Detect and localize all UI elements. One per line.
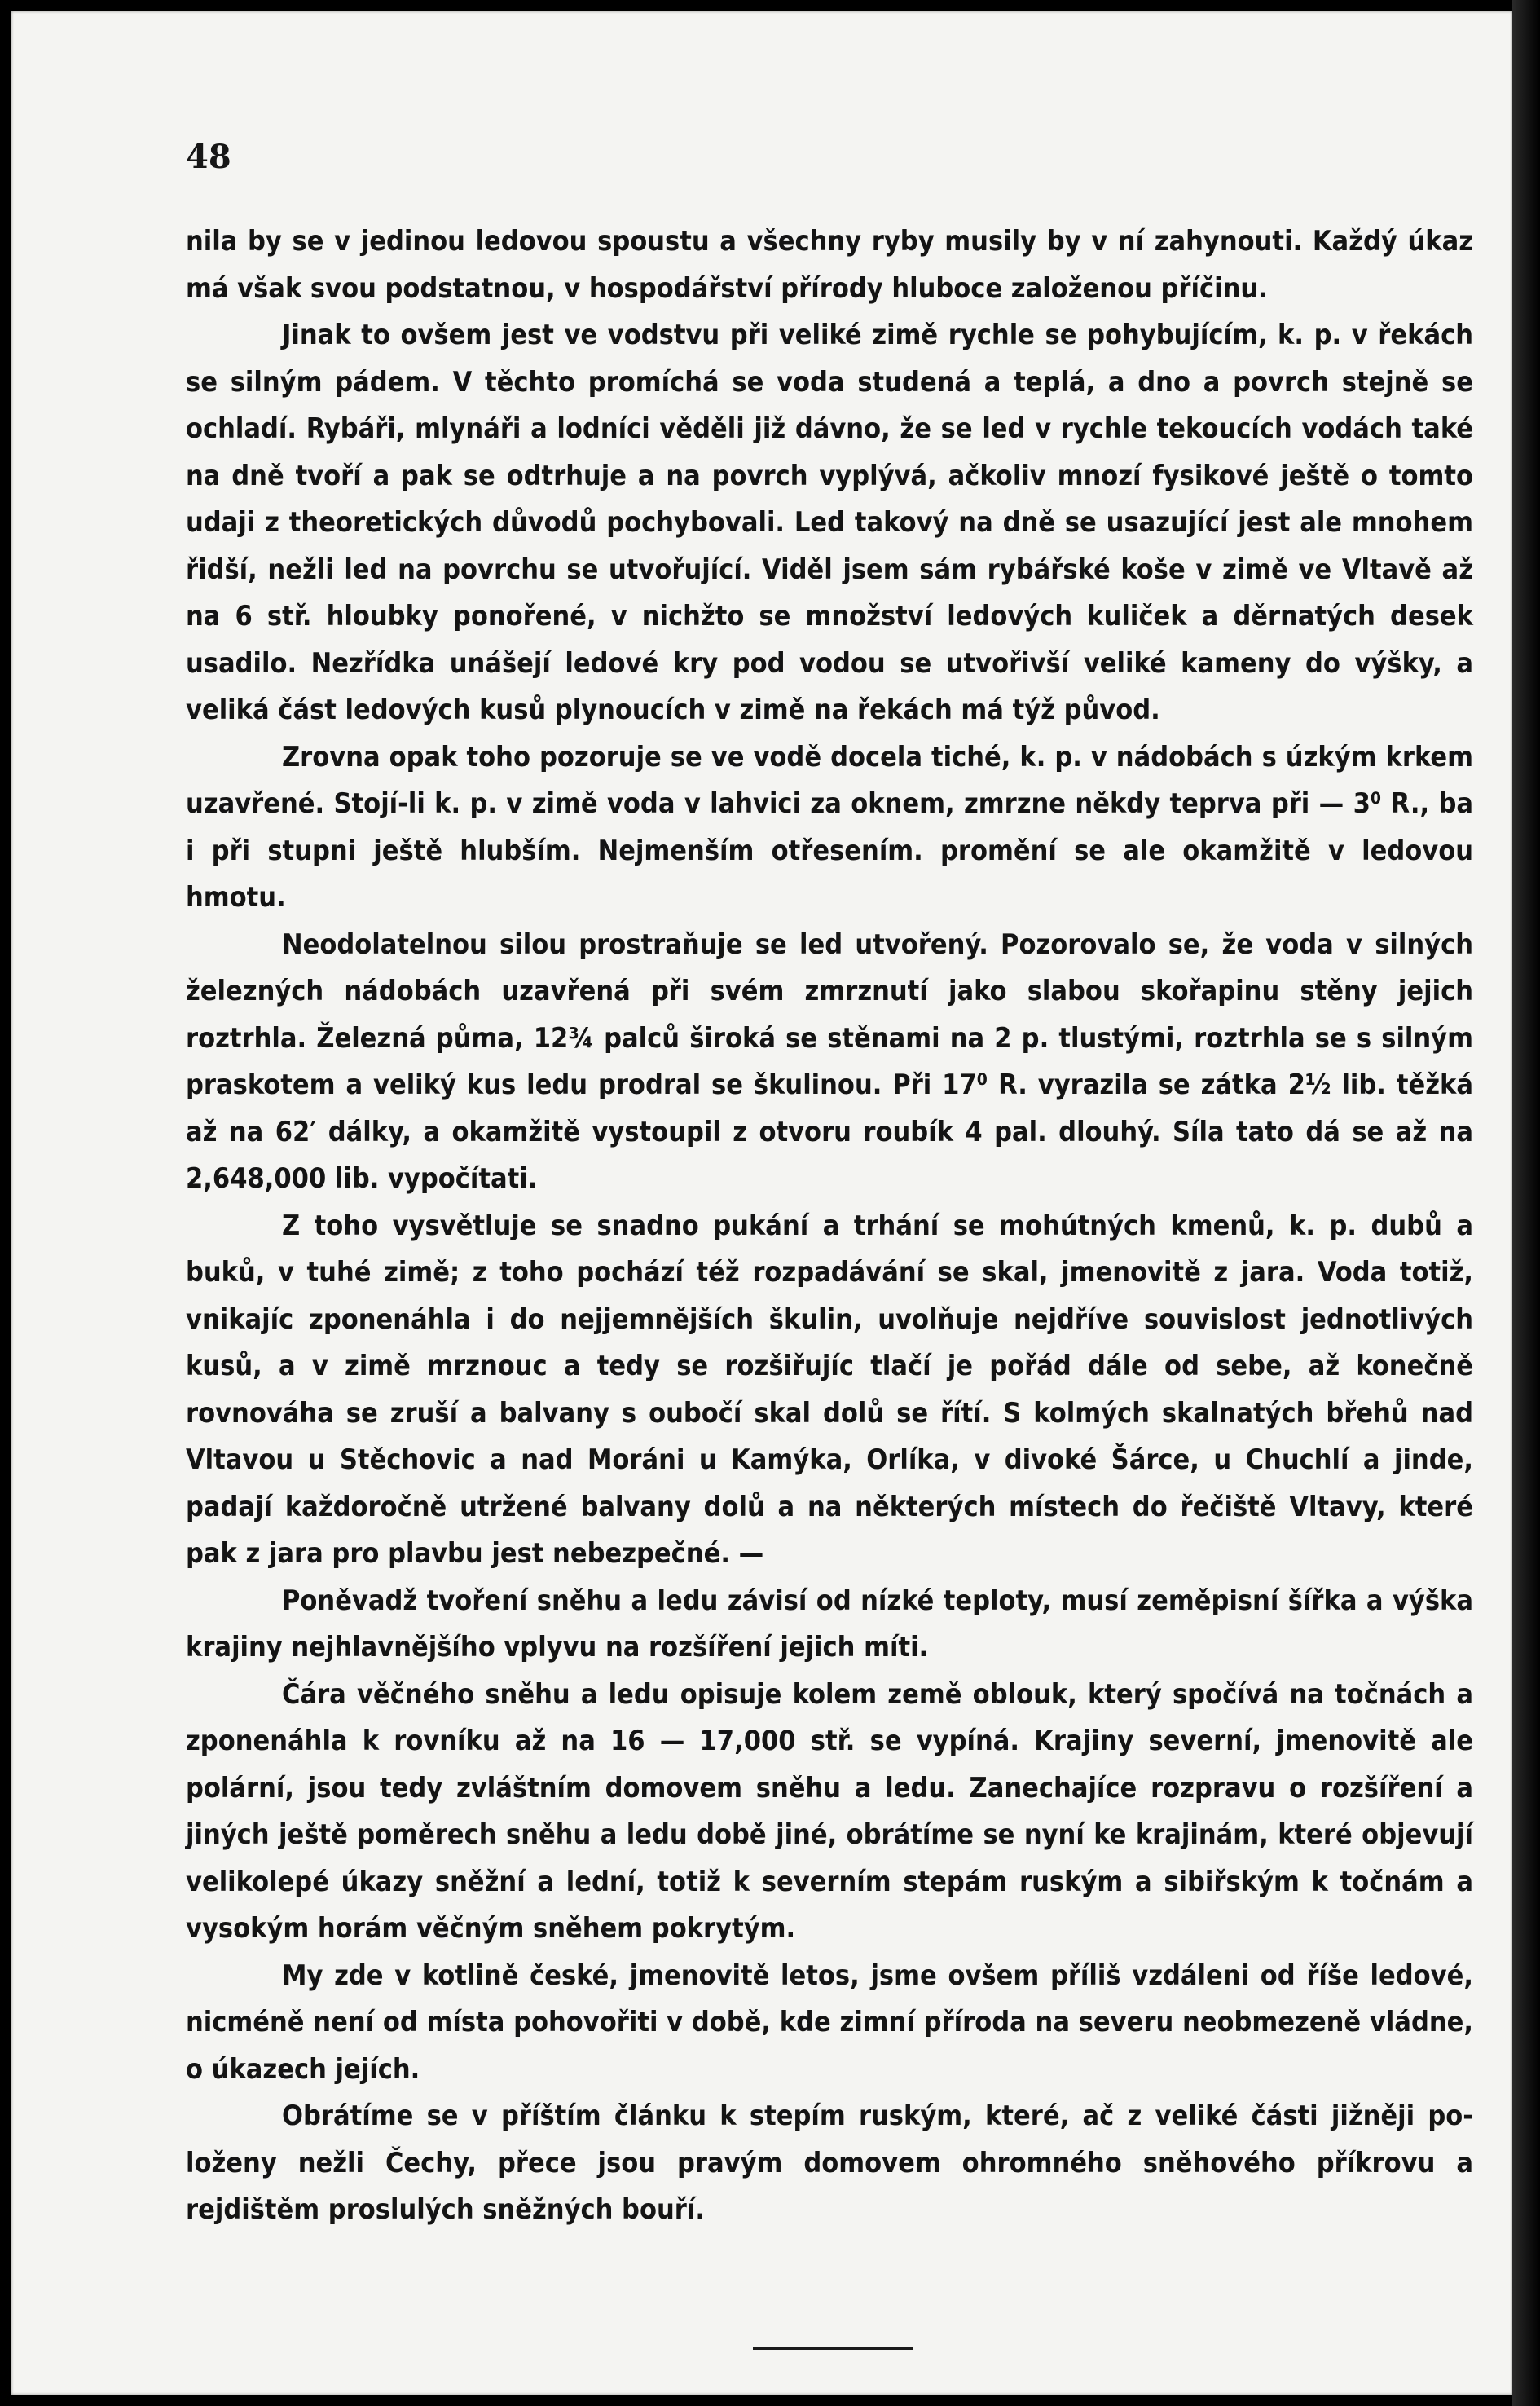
book-page [11, 11, 1512, 2395]
paragraph: My zde v kotlině české, jmenovitě letos, jsme ovšem příliš vzdáleni od říše ledové, nicméně není od místa pohovořiti v době, kde zimní příroda na severu neobmezeně vládne, o úkazech jejích. [186, 1959, 1473, 2086]
paragraph: Poněvadž tvoření sněhu a ledu závisí od nízké teploty, musí zeměpisní šířka a výška krajiny nejhlavnějšího vplyvu na rozšíření jejich míti. [186, 1584, 1473, 1663]
scan-edge [1512, 0, 1540, 2406]
paragraph: Čára věčného sněhu a ledu opisuje kolem země oblouk, který spočívá na točnách a zponenáhla k rovníku až na 16 — 17,000 stř. se vypíná. Krajiny severní, jmenovitě ale polární, jsou tedy zvláštním domovem sněhu a ledu. Zanechajíce rozpravu o rozšíření a jiných ještě poměrech sněhu a ledu době jiné, obrátíme se nyní ke krajinám, které objevují velikolepé úkazy sněžní a lední, totiž k severním stepám ruským a sibiřským k točnám a vysokým horám věčným sněhem pokrytým. [186, 1677, 1473, 1945]
body-text [186, 218, 1473, 2234]
paragraph: Obrátíme se v příštím článku k stepím ruským, které, ač z veliké části jižněji položeny nežli Čechy, přece jsou pravým domovem ohromného sněhového příkrovu a rejdištěm proslulých sněžných bouří. [186, 2100, 1473, 2226]
paragraph: Z toho vysvětluje se snadno pukání a trhání se mohútných kmenů, k. p. dubů a buků, v tuhé zimě; z toho pochází též rozpadávání se skal, jmenovitě z jara. Voda totiž, vnikajíc zponenáhla i do nejjemnějších škulin, uvolňuje nejdříve souvislost jednotlivých kusů, a v zimě mrznouc a tedy se rozšiřujíc tlačí je pořád dále od sebe, až konečně rovnováha se zruší a balvany s oubočí skal dolů se řítí. S kolmých skalnatých břehů nad Vltavou u Stěchovic a nad Moráni u Kamýka, Orlíka, v divoké Šárce, u Chuchlí a jinde, padají každoročně utržené balvany dolů a na některých místech do řečiště Vltavy, které pak z jara pro plavbu jest nebezpečné. — [186, 1209, 1473, 1570]
paragraph: Neodolatelnou silou prostraňuje se led utvořený. Pozorovalo se, že voda v silných železných nádobách uzavřená při svém zmrznutí jako slabou skořapinu stěny jejich roztrhla. Železná půma, 12¾ palců široká se stěnami na 2 p. tlustými, roztrhla se s silným praskotem a veliký kus ledu prodral se škulinou. Při 17⁰ R. vyrazila se zátka 2½ lib. těžká až na 62′ dálky, a okamžitě vystoupil z otvoru roubík 4 pal. dlouhý. Síla tato dá se až na 2,648,000 lib. vypočítati. [186, 928, 1473, 1195]
page-number: 48 [186, 138, 231, 176]
paragraph: Jinak to ovšem jest ve vodstvu při veliké zimě rychle se pohybujícím, k. p. v řekách se silným pádem. V těchto promíchá se voda studená a teplá, a dno a povrch stejně se ochladí. Rybáři, mlynáři a lodníci věděli již dávno, že se led v rychle tekoucích vodách také na dně tvoří a pak se odtrhuje a na povrch vyplývá, ačkoliv mnozí fysikové ještě o tomto udaji z theoretických důvodů pochybovali. Led takový na dně se usazující jest ale mnohem řidší, nežli led na povrchu se utvořující. Viděl jsem sám rybářské koše v zimě ve Vltavě až na 6 stř. hloubky ponořené, v nichžto se množství ledových kuliček a děrnatých desek usadilo. Nezřídka unášejí ledové kry pod vodou se utvořivší veliké kameny do výšky, a veliká část ledových kusů plynoucích v zimě na řekách má týž původ. [186, 319, 1473, 726]
end-rule [753, 2347, 913, 2350]
paragraph: Zrovna opak toho pozoruje se ve vodě docela tiché, k. p. v nádobách s úzkým krkem uzavřené. Stojí-li k. p. v zimě voda v lahvici za oknem, zmrzne někdy teprva při — 3⁰ R., ba i při stupni ještě hlubším. Nejmenším otřesením. promění se ale okamžitě v ledovou hmotu. [186, 740, 1473, 914]
paragraph: nila by se v jedinou ledovou spoustu a všechny ryby musily by v ní zahynouti. Každý úkaz má však svou podstatnou, v hospodářství přírody hluboce založenou příčinu. [186, 225, 1473, 305]
